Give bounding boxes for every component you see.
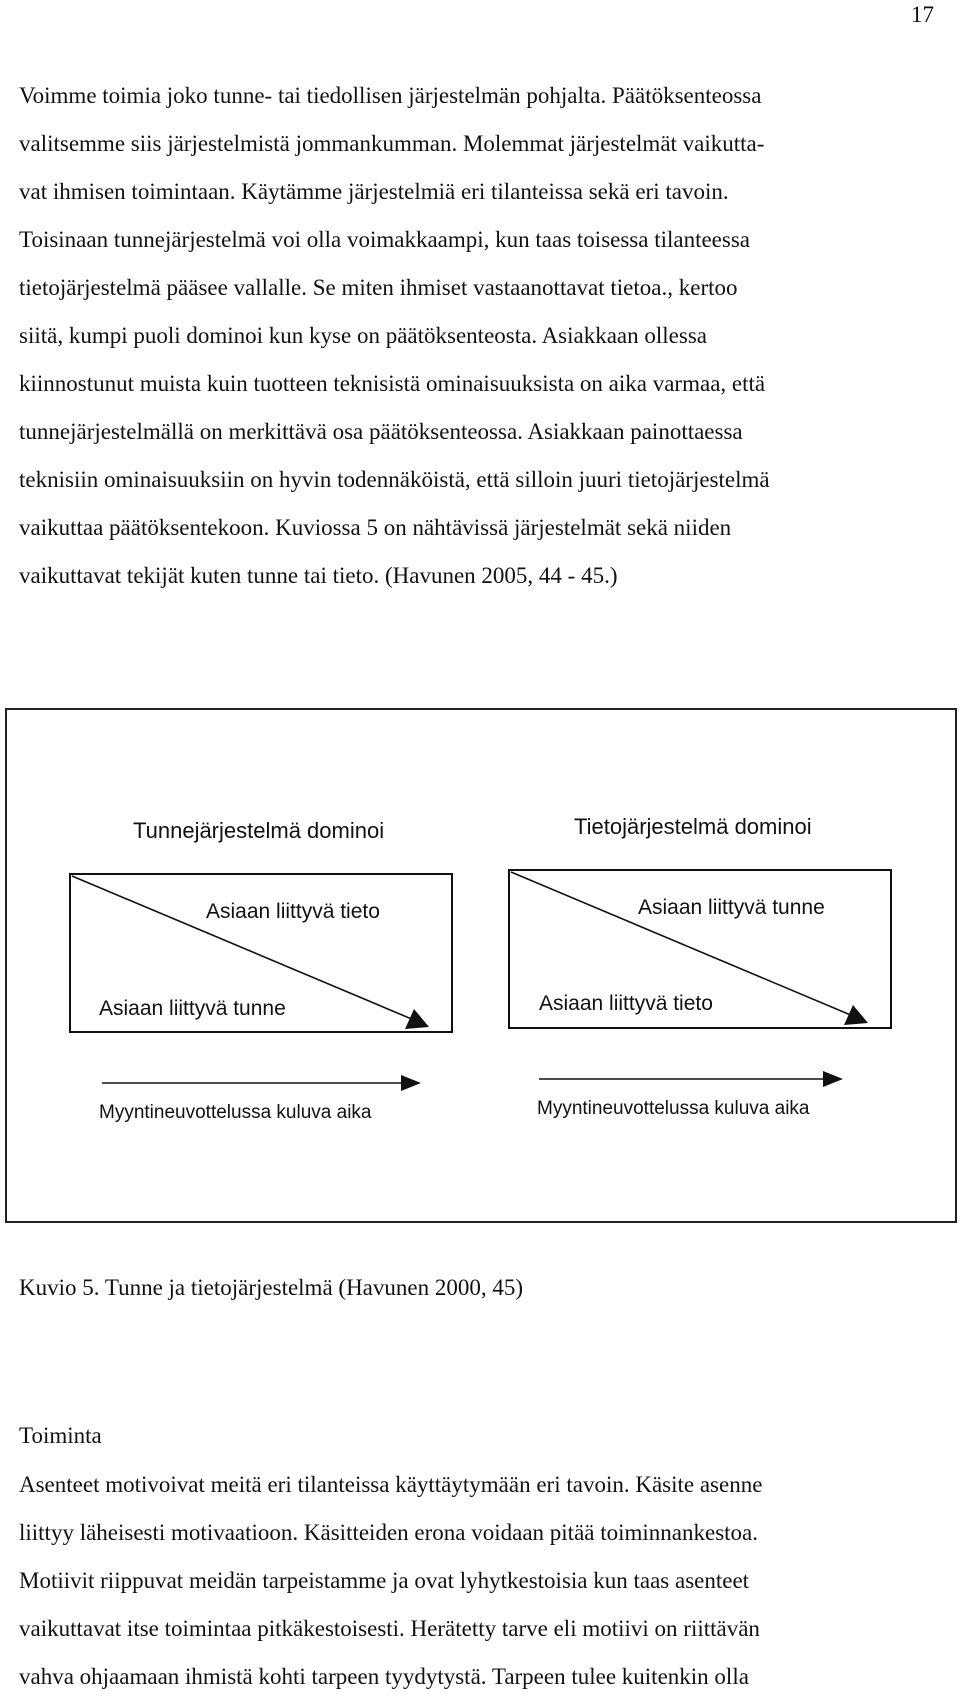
left-upper-label: Asiaan liittyvä tieto: [206, 900, 380, 923]
page-number: 17: [911, 2, 934, 27]
text-line: vaikuttavat itse toimintaa pitkäkestoisesti. Herätetty tarve eli motiivi on riittävän: [19, 1616, 760, 1641]
text-line: tunnejärjestelmällä on merkittävä osa päätöksenteossa. Asiakkaan painottaessa: [19, 419, 743, 444]
text-line: vaikuttavat tekijät kuten tunne tai tieto. (Havunen 2005, 44 - 45.): [19, 563, 618, 588]
text-line: siitä, kumpi puoli dominoi kun kyse on päätöksenteosta. Asiakkaan ollessa: [19, 323, 707, 348]
section-paragraph: [19, 1461, 943, 1701]
text-line: vaikuttaa päätöksentekoon. Kuviossa 5 on nähtävissä järjestelmät sekä niiden: [19, 515, 732, 540]
right-diagonal-arrowhead: [844, 1005, 868, 1025]
right-panel-title: Tietojärjestelmä dominoi: [574, 814, 812, 839]
left-lower-label: Asiaan liittyvä tunne: [99, 997, 286, 1020]
intro-paragraph: [19, 72, 943, 600]
section-heading: Toiminta: [19, 1423, 102, 1448]
text-line: valitsemme siis järjestelmistä jommankumman. Molemmat järjestelmät vaikutta-: [19, 131, 765, 156]
left-panel: [70, 818, 452, 1123]
figure-5: [5, 708, 957, 1223]
text-line: kiinnostunut muista kuin tuotteen teknisistä ominaisuuksista on aika varmaa, että: [19, 371, 766, 396]
figure-caption: Kuvio 5. Tunne ja tietojärjestelmä (Havunen 2000, 45): [19, 1275, 524, 1300]
text-line: Toisinaan tunnejärjestelmä voi olla voimakkaampi, kun taas toisessa tilanteessa: [19, 227, 751, 252]
right-lower-label: Asiaan liittyvä tieto: [539, 992, 713, 1015]
left-time-arrowhead: [401, 1075, 421, 1091]
right-time-arrowhead: [823, 1071, 843, 1087]
right-axis-label: Myyntineuvottelussa kuluva aika: [537, 1098, 810, 1119]
left-panel-title: Tunnejärjestelmä dominoi: [133, 818, 385, 843]
text-line: vat ihmisen toimintaan. Käytämme järjestelmiä eri tilanteissa sekä eri tavoin.: [19, 179, 729, 204]
text-line: vahva ohjaamaan ihmistä kohti tarpeen tyydytystä. Tarpeen tulee kuitenkin olla: [19, 1664, 749, 1689]
text-line: liittyy läheisesti motivaatioon. Käsitteiden erona voidaan pitää toiminnankestoa.: [19, 1520, 759, 1545]
text-line: tietojärjestelmä pääsee vallalle. Se miten ihmiset vastaanottavat tietoa., kertoo: [19, 275, 738, 300]
figure-diagram: [7, 710, 955, 1221]
text-line: Asenteet motivoivat meitä eri tilanteissa käyttäytymään eri tavoin. Käsite asenne: [19, 1472, 763, 1497]
right-panel: [509, 814, 891, 1119]
text-line: Voimme toimia joko tunne- tai tiedollisen järjestelmän pohjalta. Päätöksenteossa: [19, 83, 762, 108]
left-diagonal-arrowhead: [405, 1009, 429, 1029]
left-axis-label: Myyntineuvottelussa kuluva aika: [99, 1102, 372, 1123]
text-line: teknisiin ominaisuuksiin on hyvin todennäköistä, että silloin juuri tietojärjestelmä: [19, 467, 770, 492]
right-upper-label: Asiaan liittyvä tunne: [638, 896, 825, 919]
text-line: Motiivit riippuvat meidän tarpeistamme ja ovat lyhytkestoisia kun taas asenteet: [19, 1568, 750, 1593]
